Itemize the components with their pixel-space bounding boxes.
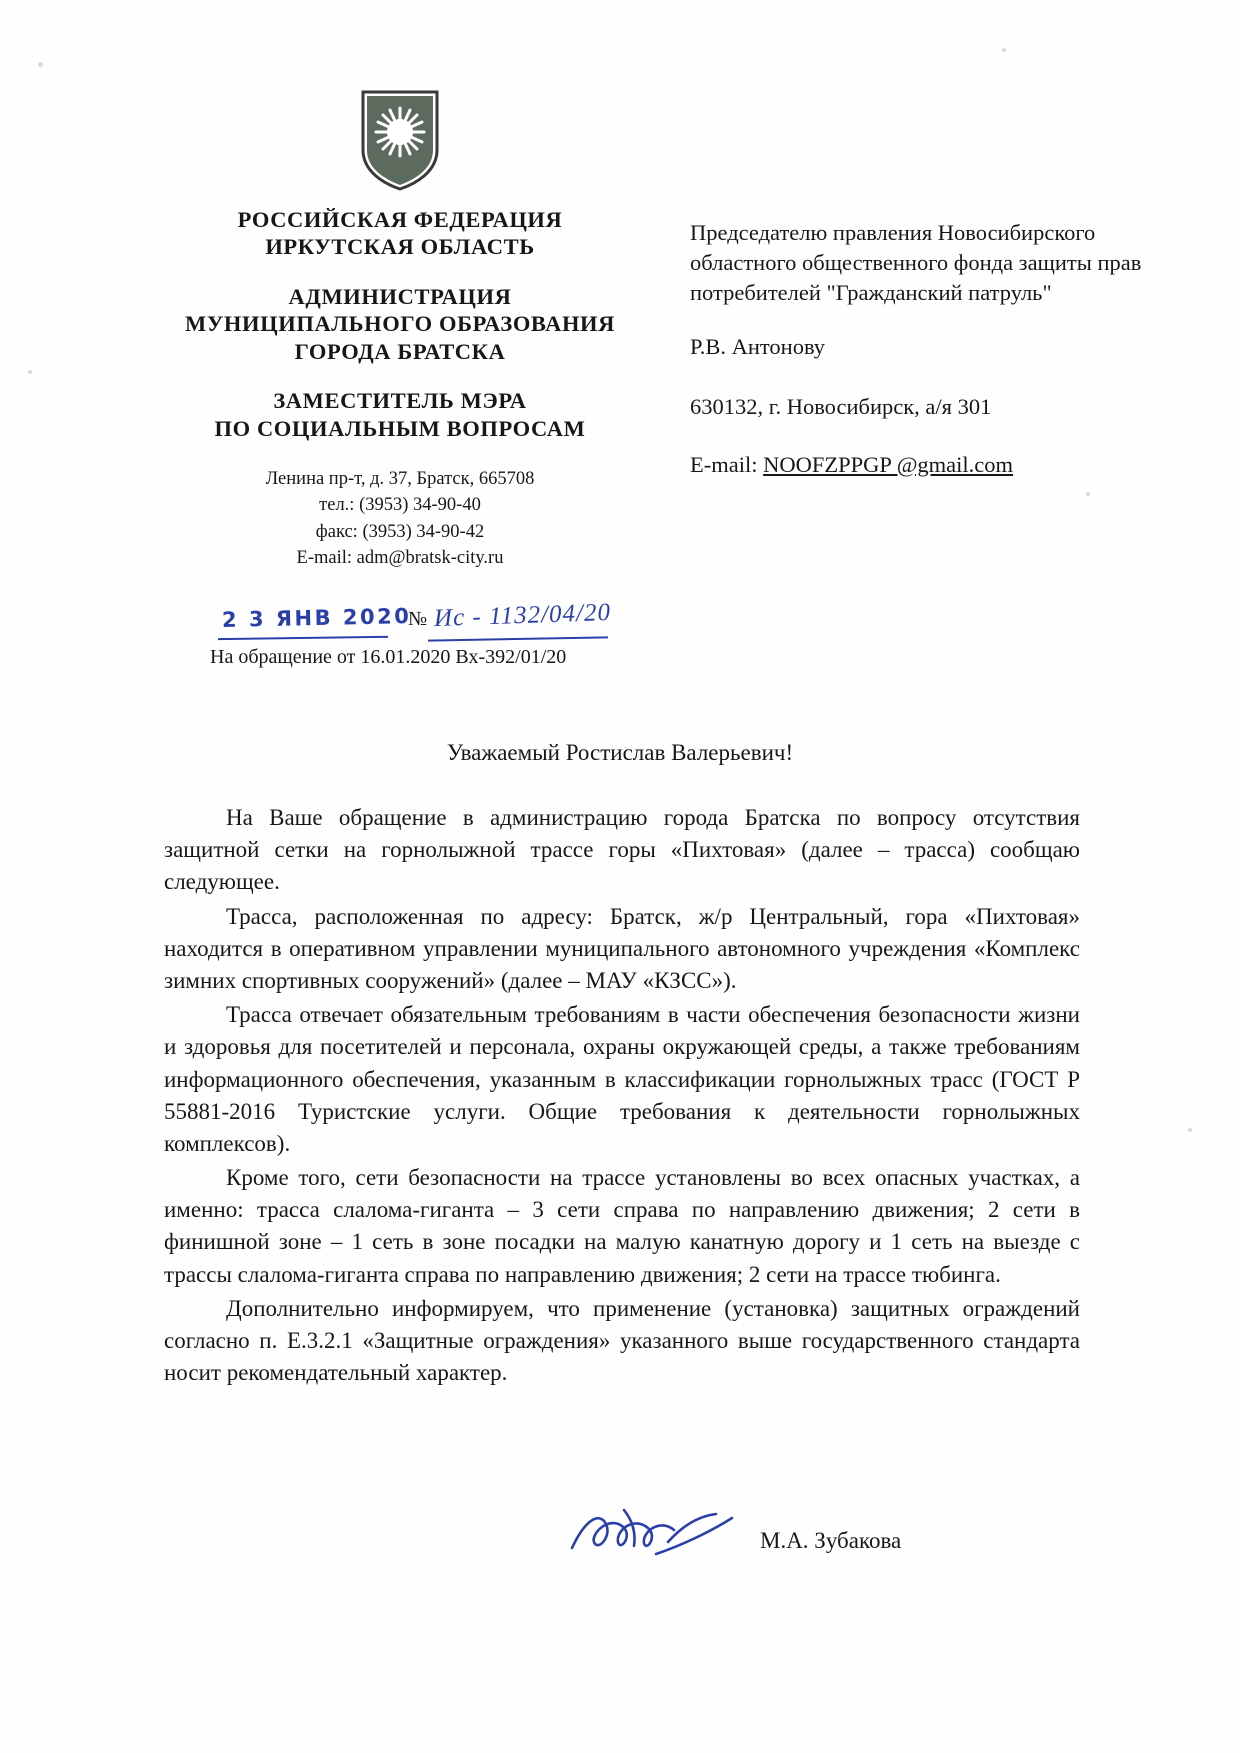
organization-line-2: МУНИЦИПАЛЬНОГО ОБРАЗОВАНИЯ — [184, 311, 616, 337]
contact-address: Ленина пр-т, д. 37, Братск, 665708 — [265, 469, 535, 490]
scan-speck — [1002, 48, 1006, 52]
letter-body — [164, 802, 1080, 1389]
signer-name: М.А. Зубакова — [760, 1528, 902, 1553]
body-paragraph: На Ваше обращение в администрацию города Братска по вопросу отсутствия защитной сетки на горнолыжной трассе горы «Пихтовая» (далее – трасса) сообщаю следующее. — [164, 805, 1080, 895]
contact-email: E-mail: adm@bratsk-city.ru — [296, 547, 504, 568]
addressee-email-label: E-mail: — [690, 451, 758, 477]
addressee-address: 630132, г. Новосибирск, а/я 301 — [690, 393, 992, 419]
salutation: Уважаемый Ростислав Валерьевич! — [446, 740, 794, 765]
scan-speck — [38, 62, 43, 67]
handwritten-signature-icon — [560, 1502, 780, 1572]
registration-number-underline — [428, 636, 608, 641]
body-paragraph: Трасса, расположенная по адресу: Братск, ж/р Центральный, гора «Пихтовая» находится в оперативном управлении муниципального автономного учреждения «Комплекс зимних спортивных сооружений» (далее – МАУ «КЗСС»). — [164, 903, 1080, 993]
position-lines — [180, 387, 620, 442]
registration-date-stamp: 2 3 ЯНВ 2020 — [221, 604, 412, 632]
body-paragraph: Трасса отвечает обязательным требованиям в части обеспечения безопасности жизни и здоровья для посетителей и персонала, охраны окружающей среды, а также требованиям информационного обеспечения, указанным в классификации горнолыжных трасс (ГОСТ Р 55881-2016 Туристские услуги. Общие требования к деятельности горнолыжных комплексов). — [164, 1002, 1080, 1156]
addressee-block — [690, 218, 1160, 480]
addressee-email-row — [690, 450, 1160, 480]
contact-fax: факс: (3953) 34-90-42 — [315, 521, 485, 542]
body-paragraph: Кроме того, сети безопасности на трассе установлены во всех опасных участках, а именно: трасса слалома-гиганта – 3 сети справа по направлению движения; 2 сети в финишной зоне – 1 сеть в зоне посадки на малую канатную дорогу и 1 сеть на выезде с трассы слалома-гиганта справа по направлению движения; 2 сети на трассе тюбинга. — [164, 1165, 1080, 1287]
position-line-1: ЗАМЕСТИТЕЛЬ МЭРА — [273, 388, 527, 414]
contact-phone: тел.: (3953) 34-90-40 — [319, 495, 481, 516]
addressee-name: Р.В. Антонову — [690, 333, 826, 359]
letterhead — [180, 88, 620, 571]
body-paragraph: Дополнительно информируем, что применение (установка) защитных ограждений согласно п. Е.3.2.1 «Защитные ограждения» указанного выше государственного стандарта носит рекомендательный характер. — [164, 1295, 1080, 1386]
scan-speck — [1086, 492, 1090, 496]
registration-line — [210, 598, 642, 668]
federation-line-2: ИРКУТСКАЯ ОБЛАСТЬ — [265, 234, 535, 260]
organization-lines — [180, 283, 620, 365]
scan-speck — [28, 370, 32, 374]
organization-line-1: АДМИНИСТРАЦИЯ — [288, 283, 512, 309]
addressee-email-link[interactable]: NOOFZPPGP @gmail.com — [763, 451, 1014, 477]
organization-line-3: ГОРОДА БРАТСКА — [294, 338, 506, 364]
on-request-reference: На обращение от 16.01.2020 Вх-392/01/20 — [210, 646, 567, 668]
letterhead-contacts — [180, 466, 620, 571]
federation-lines — [180, 206, 620, 261]
coat-of-arms-icon — [357, 88, 443, 192]
scan-speck — [1188, 1128, 1192, 1132]
addressee-title: Председателю правления Новосибирского областного общественного фонда защиты прав потребителей "Гражданский патруль" — [690, 220, 1142, 305]
registration-date-underline — [218, 636, 388, 640]
signature-block — [760, 1528, 1060, 1554]
registration-number-value: Ис - 1132/04/20 — [433, 598, 612, 633]
registration-number-label: № — [408, 608, 428, 630]
federation-line-1: РОССИЙСКАЯ ФЕДЕРАЦИЯ — [237, 207, 563, 232]
position-line-2: ПО СОЦИАЛЬНЫМ ВОПРОСАМ — [214, 415, 586, 441]
